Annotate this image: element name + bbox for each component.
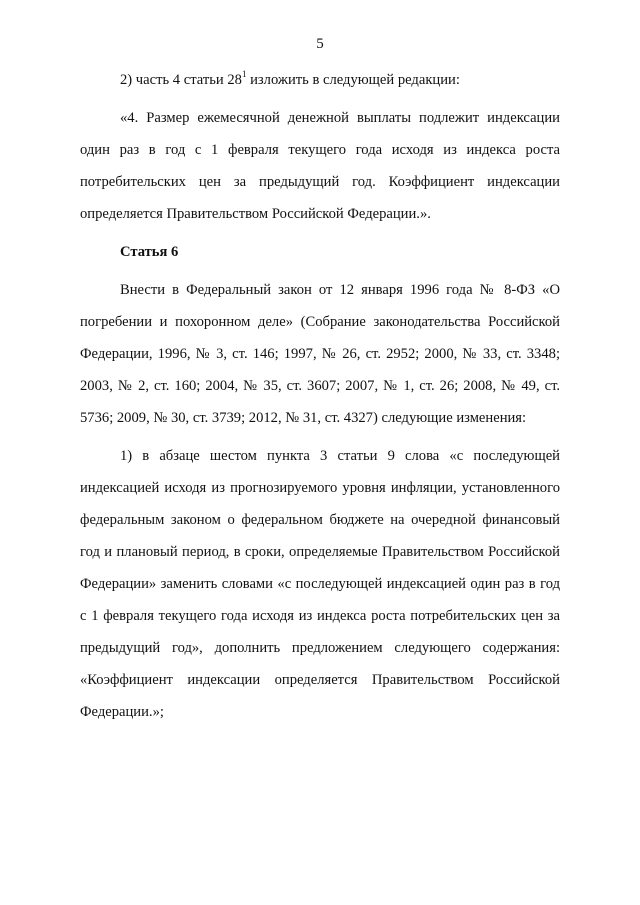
item-2-text: 2) часть 4 статьи 28 (120, 72, 242, 88)
quoted-amendment-paragraph: «4. Размер ежемесячной денежной выплаты подлежит индексации один раз в год с 1 февраля текущего года исходя из индекса роста потребительских цен за предыдущий год. Коэффициент индексации определяется Правительством Российской Федерации.». (80, 110, 560, 222)
superscript: 1 (241, 69, 247, 79)
document-body (80, 64, 560, 728)
item-2-paragraph (80, 64, 560, 96)
item-2-text-end: изложить в следующей редакции: (246, 72, 460, 88)
article-heading: Статья 6 (120, 244, 179, 260)
item-1-paragraph: 1) в абзаце шестом пункта 3 статьи 9 слова «с последующей индексацией исходя из прогнозируемого уровня инфляции, установленного федеральным законом о федеральном бюджете на очередной финансовый год и плановый период, в сроки, определяемые Правительством Российской Федерации» заменить словами «с последующей индексацией один раз в год с 1 февраля текущего года исходя из индекса роста потребительских цен за предыдущий год», дополнить предложением следующего содержания: «Коэффициент индексации определяется Правительством Российской Федерации.»; (80, 448, 560, 720)
page-number: 5 (316, 36, 324, 52)
article-intro-paragraph: Внести в Федеральный закон от 12 января 1996 года № 8-ФЗ «О погребении и похоронном деле» (Собрание законодательства Российской Федерации, 1996, № 3, ст. 146; 1997, № 26, ст. 2952; 2000, № 33, ст. 3348; 2003, № 2, ст. 160; 2004, № 35, ст. 3607; 2007, № 1, ст. 26; 2008, № 49, ст. 5736; 2009, № 30, ст. 3739; 2012, № 31, ст. 4327) следующие изменения: (80, 282, 560, 426)
